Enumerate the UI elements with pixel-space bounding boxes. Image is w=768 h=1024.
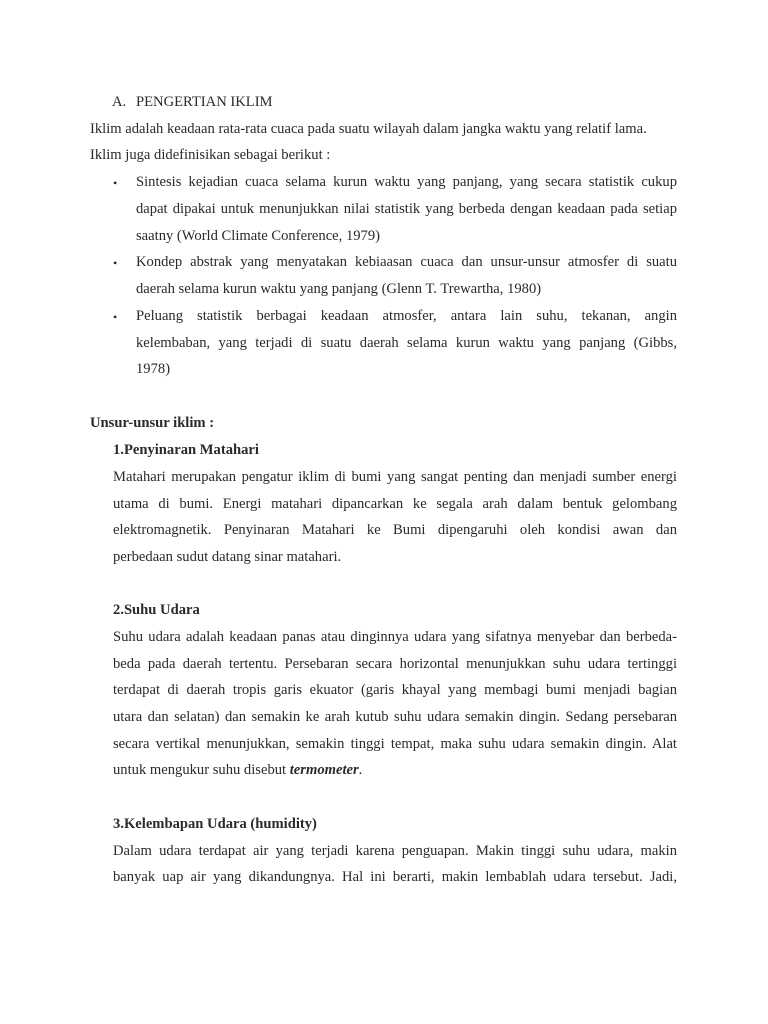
unsur-heading: Unsur-unsur iklim : bbox=[90, 415, 215, 431]
section-2-heading: 2.Suhu Udara bbox=[113, 602, 200, 618]
section-1-line-3: elektromagnetik. Penyinaran Matahari ke Bumi dipengaruhi oleh kondisi awan dan bbox=[113, 522, 677, 538]
intro-line-2: Iklim juga didefinisikan sebagai berikut : bbox=[90, 147, 331, 163]
section-1-heading: 1.Penyinaran Matahari bbox=[113, 442, 259, 458]
definition-2-line-2: daerah selama kurun waktu yang panjang (Glenn T. Trewartha, 1980) bbox=[136, 281, 542, 297]
section-2-line-4: utara dan selatan) dan semakin ke arah kutub suhu udara semakin dingin. Sedang persebaran bbox=[113, 709, 677, 725]
bullet-icon: • bbox=[113, 310, 118, 324]
section-2-line-6 bbox=[113, 761, 362, 779]
section-3-line-2: banyak uap air yang dikandungnya. Hal ini berarti, makin lembablah udara tersebut. Jadi, bbox=[113, 869, 677, 885]
section-3-line-1: Dalam udara terdapat air yang terjadi karena penguapan. Makin tinggi suhu udara, makin bbox=[113, 843, 677, 859]
section-2-line-6-prefix: untuk mengukur suhu disebut bbox=[113, 762, 290, 778]
section-1-line-1: Matahari merupakan pengatur iklim di bumi yang sangat penting dan menjadi sumber energi bbox=[113, 469, 677, 485]
definition-3-line-3: 1978) bbox=[136, 361, 171, 377]
section-3-heading: 3.Kelembapan Udara (humidity) bbox=[113, 816, 317, 832]
definition-1-line-3: saatny (World Climate Conference, 1979) bbox=[136, 228, 381, 244]
section-2-line-3: terdapat di daerah tropis garis ekuator (garis khayal yang membagi bumi menjadi bagian bbox=[113, 682, 677, 698]
intro-line-1: Iklim adalah keadaan rata-rata cuaca pada suatu wilayah dalam jangka waktu yang relatif lama. bbox=[90, 121, 647, 137]
section-a-marker: A. bbox=[112, 94, 127, 110]
definition-1-line-1: Sintesis kejadian cuaca selama kurun waktu yang panjang, yang secara statistik cukup bbox=[136, 174, 677, 190]
section-2-line-2: beda pada daerah tertentu. Persebaran secara horizontal menunjukkan suhu udara tertinggi bbox=[113, 656, 677, 672]
bullet-icon: • bbox=[113, 176, 118, 190]
section-1-line-4: perbedaan sudut datang sinar matahari. bbox=[113, 549, 342, 565]
section-a-title: PENGERTIAN IKLIM bbox=[136, 94, 273, 110]
section-2-line-5: secara vertikal menunjukkan, semakin tinggi tempat, maka suhu udara semakin dingin. Alat bbox=[113, 736, 677, 752]
section-2-line-1: Suhu udara adalah keadaan panas atau dinginnya udara yang sifatnya menyebar dan berbeda- bbox=[113, 629, 677, 645]
section-1-line-2: utama di bumi. Energi matahari dipancarkan ke segala arah dalam bentuk gelombang bbox=[113, 496, 677, 512]
bullet-icon: • bbox=[113, 256, 118, 270]
termometer-term: termometer bbox=[289, 762, 359, 778]
definition-3-line-2: kelembaban, yang terjadi di suatu daerah selama kurun waktu yang panjang (Gibbs, bbox=[136, 335, 677, 351]
section-2-line-6-suffix: . bbox=[358, 762, 363, 778]
definition-1-line-2: dapat dipakai untuk menunjukkan nilai statistik yang berbeda dengan keadaan pada setiap bbox=[136, 201, 677, 217]
definition-3-line-1: Peluang statistik berbagai keadaan atmosfer, antara lain suhu, tekanan, angin bbox=[136, 308, 677, 324]
definition-2-line-1: Kondep abstrak yang menyatakan kebiaasan cuaca dan unsur-unsur atmosfer di suatu bbox=[136, 254, 677, 270]
